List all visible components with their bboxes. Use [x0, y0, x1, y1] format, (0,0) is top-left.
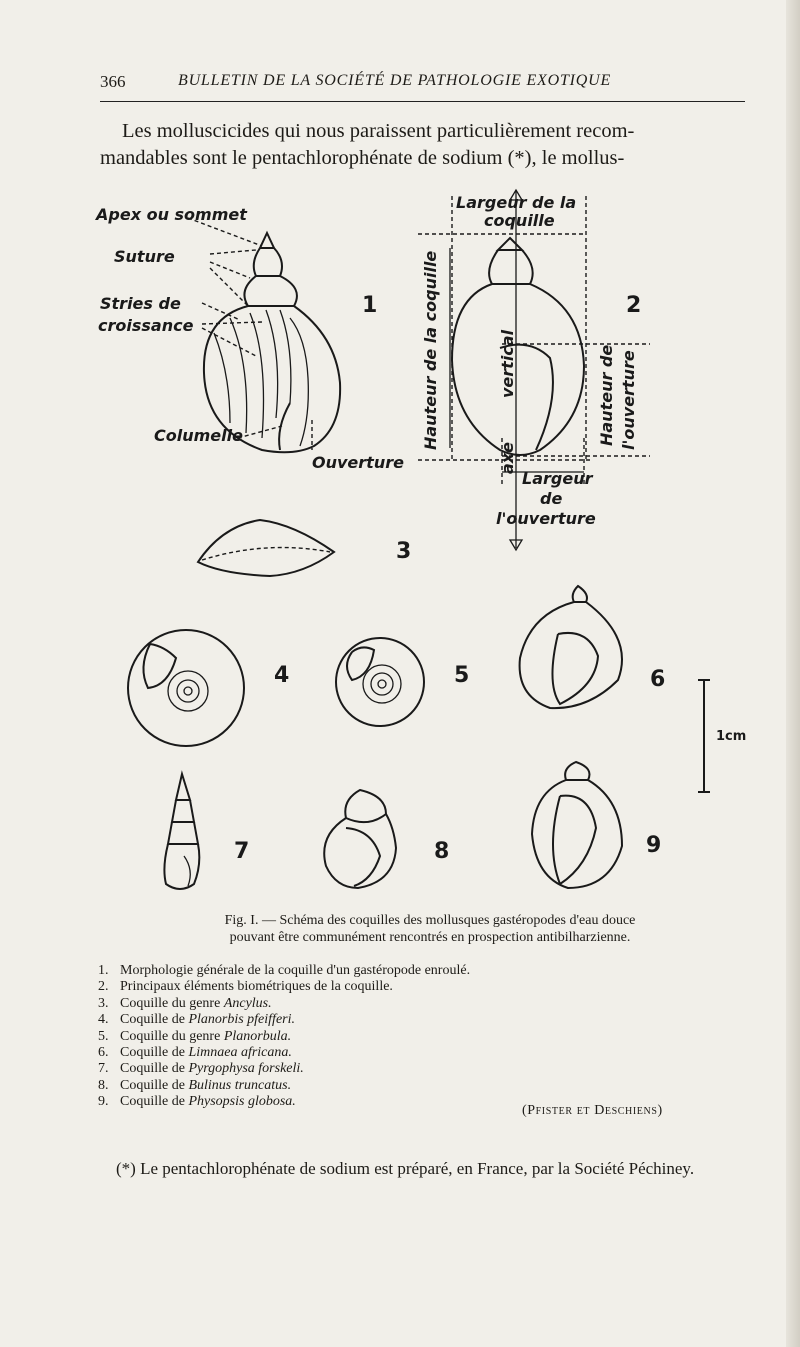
legend-num: 1. — [98, 963, 109, 978]
figure-credit: (Pfister et Deschiens) — [522, 1103, 663, 1118]
figure-number-6: 6 — [650, 667, 666, 692]
label-ouverture: Ouverture — [312, 453, 404, 472]
legend-row — [98, 963, 698, 979]
legend-taxon: Ancylus. — [223, 995, 272, 1011]
figure-number-3: 3 — [396, 539, 412, 564]
figure-number-1: 1 — [362, 293, 378, 318]
intro-paragraph — [100, 118, 745, 172]
footnote: (*) Le pentachlorophénate de sodium est préparé, en France, par la Société Péchiney. — [116, 1159, 695, 1178]
running-head: BULLETIN DE LA SOCIÉTÉ DE PATHOLOGIE EXOTIQUE — [178, 72, 612, 89]
legend-row — [98, 979, 698, 995]
legend-text: Coquille du genre — [120, 995, 224, 1011]
label-hauteur-ouverture-2: l'ouverture — [619, 350, 638, 450]
intro-line-2: mandables sont le pentachlorophénate de sodium (*), le mollus- — [100, 147, 625, 169]
caption-line-2: pouvant être communément rencontrés en prospection antibilharzienne. — [229, 930, 631, 945]
label-hauteur-coquille: Hauteur de la coquille — [421, 250, 440, 450]
shell-limnaea-drawing — [520, 586, 666, 708]
caption-line-1: Fig. I. — Schéma des coquilles des mollusques gastéropodes d'eau douce — [224, 913, 636, 928]
label-stries-1: Stries de — [100, 294, 181, 313]
header-rule — [100, 101, 745, 102]
shell-biometry-drawing — [418, 190, 650, 550]
label-axe: axe — [498, 442, 517, 474]
figure-caption — [170, 912, 690, 946]
figure-legend — [98, 963, 698, 1111]
legend-num: 9. — [98, 1094, 109, 1110]
figure-number-5: 5 — [454, 663, 470, 688]
legend-row — [98, 1078, 698, 1094]
label-suture: Suture — [114, 247, 175, 266]
figure-number-8: 8 — [434, 839, 450, 864]
legend-row — [98, 1061, 698, 1077]
legend-num: 2. — [98, 979, 109, 995]
figure-number-4: 4 — [274, 663, 290, 688]
legend-row — [98, 1045, 698, 1061]
label-columelle: Columelle — [154, 426, 243, 445]
legend-text: Principaux éléments biométriques de la coquille. — [120, 979, 393, 995]
page-number: 366 — [100, 72, 126, 91]
legend-text: Coquille de — [120, 1061, 189, 1077]
figure-number-2: 2 — [626, 293, 642, 318]
legend-text: Coquille de — [120, 1012, 189, 1028]
legend-taxon: Planorbula. — [223, 1028, 292, 1044]
figure-number-9: 9 — [646, 833, 662, 858]
page-header — [100, 72, 745, 94]
label-vertical: vertical — [498, 329, 517, 398]
legend-row — [98, 996, 698, 1012]
shell-figure — [90, 188, 770, 898]
shell-morphology-drawing — [94, 205, 404, 472]
shell-planorbis-drawing — [128, 630, 289, 746]
legend-num: 4. — [98, 1012, 109, 1028]
legend-taxon: Bulinus truncatus. — [188, 1077, 292, 1093]
label-largeur-ouverture-1: Largeur — [522, 469, 593, 488]
legend-taxon: Physopsis globosa. — [188, 1094, 296, 1110]
label-largeur-ouverture-3: l'ouverture — [496, 509, 596, 528]
scale-label: 1cm — [716, 729, 747, 744]
shell-ancylus-drawing — [198, 520, 411, 576]
legend-num: 6. — [98, 1045, 109, 1061]
label-largeur-ouverture-2: de — [540, 489, 563, 508]
intro-line-1: Les molluscicides qui nous paraissent particulièrement recom- — [122, 120, 635, 142]
legend-taxon: Planorbis pfeifferi. — [188, 1012, 295, 1028]
legend-row — [98, 1029, 698, 1045]
legend-text: Coquille de — [120, 1094, 189, 1110]
scale-bar — [698, 680, 746, 792]
legend-num: 7. — [98, 1061, 109, 1077]
legend-row — [98, 1012, 698, 1028]
label-apex: Apex ou sommet — [96, 205, 247, 224]
page-edge-shadow — [786, 0, 800, 1347]
legend-taxon: Pyrgophysa forskeli. — [188, 1061, 304, 1077]
legend-text: Coquille de — [120, 1077, 189, 1093]
label-largeur-coquille-1: Largeur de la — [456, 193, 577, 212]
figure-number-7: 7 — [234, 839, 250, 864]
label-largeur-coquille-2: coquille — [484, 211, 555, 230]
label-hauteur-ouverture-1: Hauteur de — [597, 344, 616, 446]
legend-num: 3. — [98, 995, 109, 1011]
legend-num: 8. — [98, 1077, 109, 1093]
shell-pyrgophysa-drawing — [164, 774, 249, 889]
shell-planorbula-drawing — [336, 638, 469, 726]
legend-text: Morphologie générale de la coquille d'un gastéropode enroulé. — [120, 963, 471, 978]
shell-bulinus-drawing — [324, 790, 449, 888]
label-stries-2: croissance — [98, 316, 194, 335]
legend-num: 5. — [98, 1028, 109, 1044]
legend-text: Coquille de — [120, 1045, 189, 1061]
legend-taxon: Limnaea africana. — [188, 1045, 292, 1061]
legend-text: Coquille du genre — [120, 1028, 224, 1044]
shell-physopsis-drawing — [532, 762, 661, 888]
